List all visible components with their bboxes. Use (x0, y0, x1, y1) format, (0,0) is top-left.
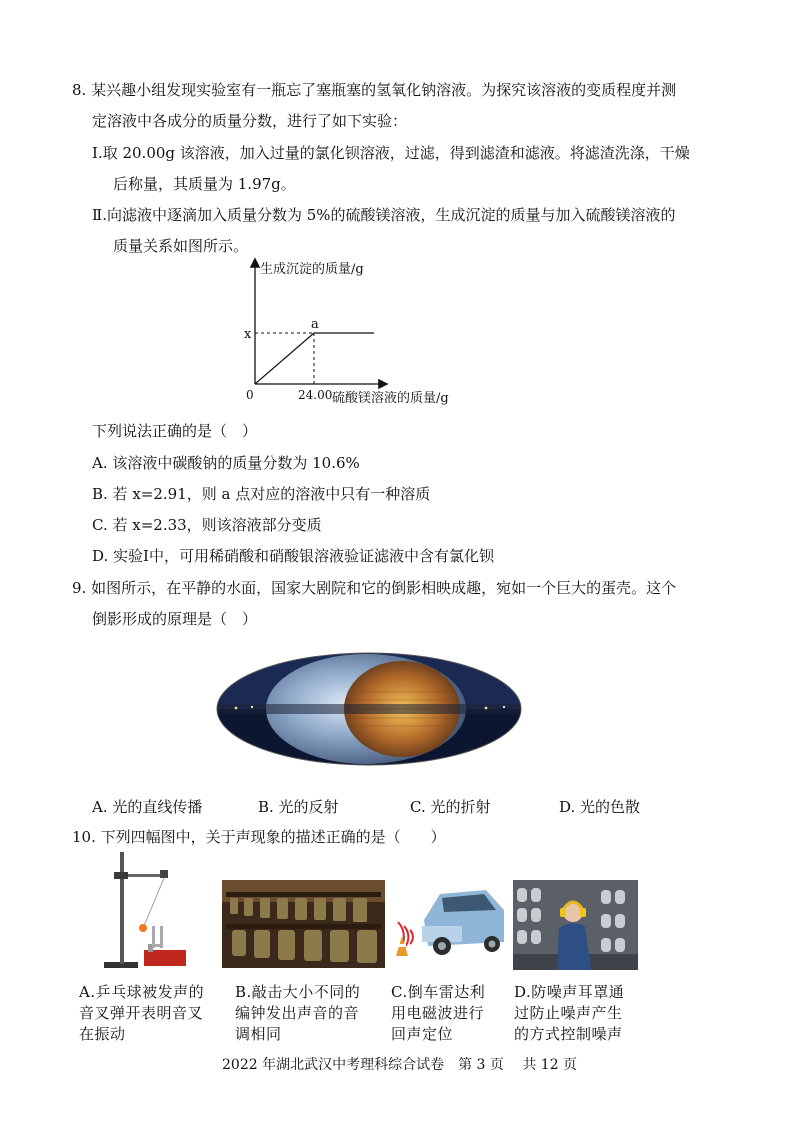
x-axis-label: 硫酸镁溶液的质量/g (332, 391, 449, 406)
bianzhong-picture (222, 880, 385, 968)
caption-a-line2: 音叉弹开表明音叉 (79, 1004, 204, 1022)
opera-house-photo (216, 652, 522, 766)
q8-option-b: B. 若 x=2.91，则 a 点对应的溶液中只有一种溶质 (92, 485, 431, 503)
rising-line (255, 333, 314, 384)
caption-b-line3: 调相同 (235, 1025, 282, 1043)
reversing-radar-picture (392, 880, 507, 964)
q9-option-d: D. 光的色散 (559, 798, 641, 816)
q8-stem-line2: 定溶液中各成分的质量分数，进行了如下实验： (92, 112, 408, 130)
q8-option-d: D. 实验Ⅰ中，可用稀硝酸和硝酸银溶液验证滤液中含有氯化钡 (92, 547, 494, 565)
q8-stem-line1: 8. 某兴趣小组发现实验室有一瓶忘了塞瓶塞的氢氧化钠溶液。为探究该溶液的变质程度并测 (72, 81, 677, 99)
caption-c-line3: 回声定位 (391, 1025, 454, 1043)
q10-caption-b (235, 982, 380, 1045)
caption-a-line3: 在振动 (79, 1025, 126, 1043)
q9-stem-line2: 倒影形成的原理是（ ） (92, 610, 258, 628)
precipitate-graph (238, 256, 478, 408)
ear-muffs-picture (513, 880, 638, 970)
caption-b-line1: B.敲击大小不同的 (235, 983, 361, 1001)
tuning-fork-picture (100, 848, 192, 972)
q10-caption-d (514, 982, 659, 1045)
q9-option-a: A. 光的直线传播 (92, 798, 203, 816)
caption-a-line1: A.乒乓球被发声的 (79, 983, 205, 1001)
q8-option-a: A. 该溶液中碳酸钠的质量分数为 10.6% (92, 454, 360, 472)
caption-d-line1: D.防噪声耳罩通 (514, 983, 625, 1001)
q9-option-c: C. 光的折射 (410, 798, 491, 816)
y-axis-label: 生成沉淀的质量/g (260, 262, 364, 277)
q9-stem-line1: 9. 如图所示，在平静的水面，国家大剧院和它的倒影相映成趣，宛如一个巨大的蛋壳。这个 (72, 579, 677, 597)
point-a-label: a (311, 317, 319, 332)
y-tick-label: x (244, 327, 252, 342)
caption-d-line2: 过防止噪声产生 (514, 1004, 623, 1022)
q8-step2-line1: Ⅱ.向滤液中逐滴加入质量分数为 5%的硫酸镁溶液，生成沉淀的质量与加入硫酸镁溶液的 (92, 206, 676, 224)
q10-stem: 10. 下列四幅图中，关于声现象的描述正确的是（ ） (72, 828, 446, 846)
origin-label: 0 (246, 388, 254, 402)
q8-option-c: C. 若 x=2.33，则该溶液部分变质 (92, 516, 322, 534)
q8-step1-line1: Ⅰ.取 20.00g 该溶液，加入过量的氯化钡溶液，过滤，得到滤渣和滤液。将滤渣洗涤，干燥 (92, 144, 690, 162)
q10-caption-a (79, 982, 224, 1045)
caption-b-line2: 编钟发出声音的音 (235, 1004, 360, 1022)
caption-d-line3: 的方式控制噪声 (514, 1025, 623, 1043)
q8-step2-line2: 质量关系如图所示。 (113, 237, 249, 255)
caption-c-line1: C.倒车雷达利 (391, 983, 486, 1001)
x-tick-label: 24.00 (298, 388, 333, 402)
page-footer: 2022 年湖北武汉中考理科综合试卷 第 3 页 共 12 页 (222, 1057, 578, 1073)
q8-question: 下列说法正确的是（ ） (92, 422, 258, 440)
q8-step1-line2: 后称量，其质量为 1.97g。 (113, 175, 296, 193)
caption-c-line2: 用电磁波进行 (391, 1004, 485, 1022)
q9-option-b: B. 光的反射 (258, 798, 339, 816)
